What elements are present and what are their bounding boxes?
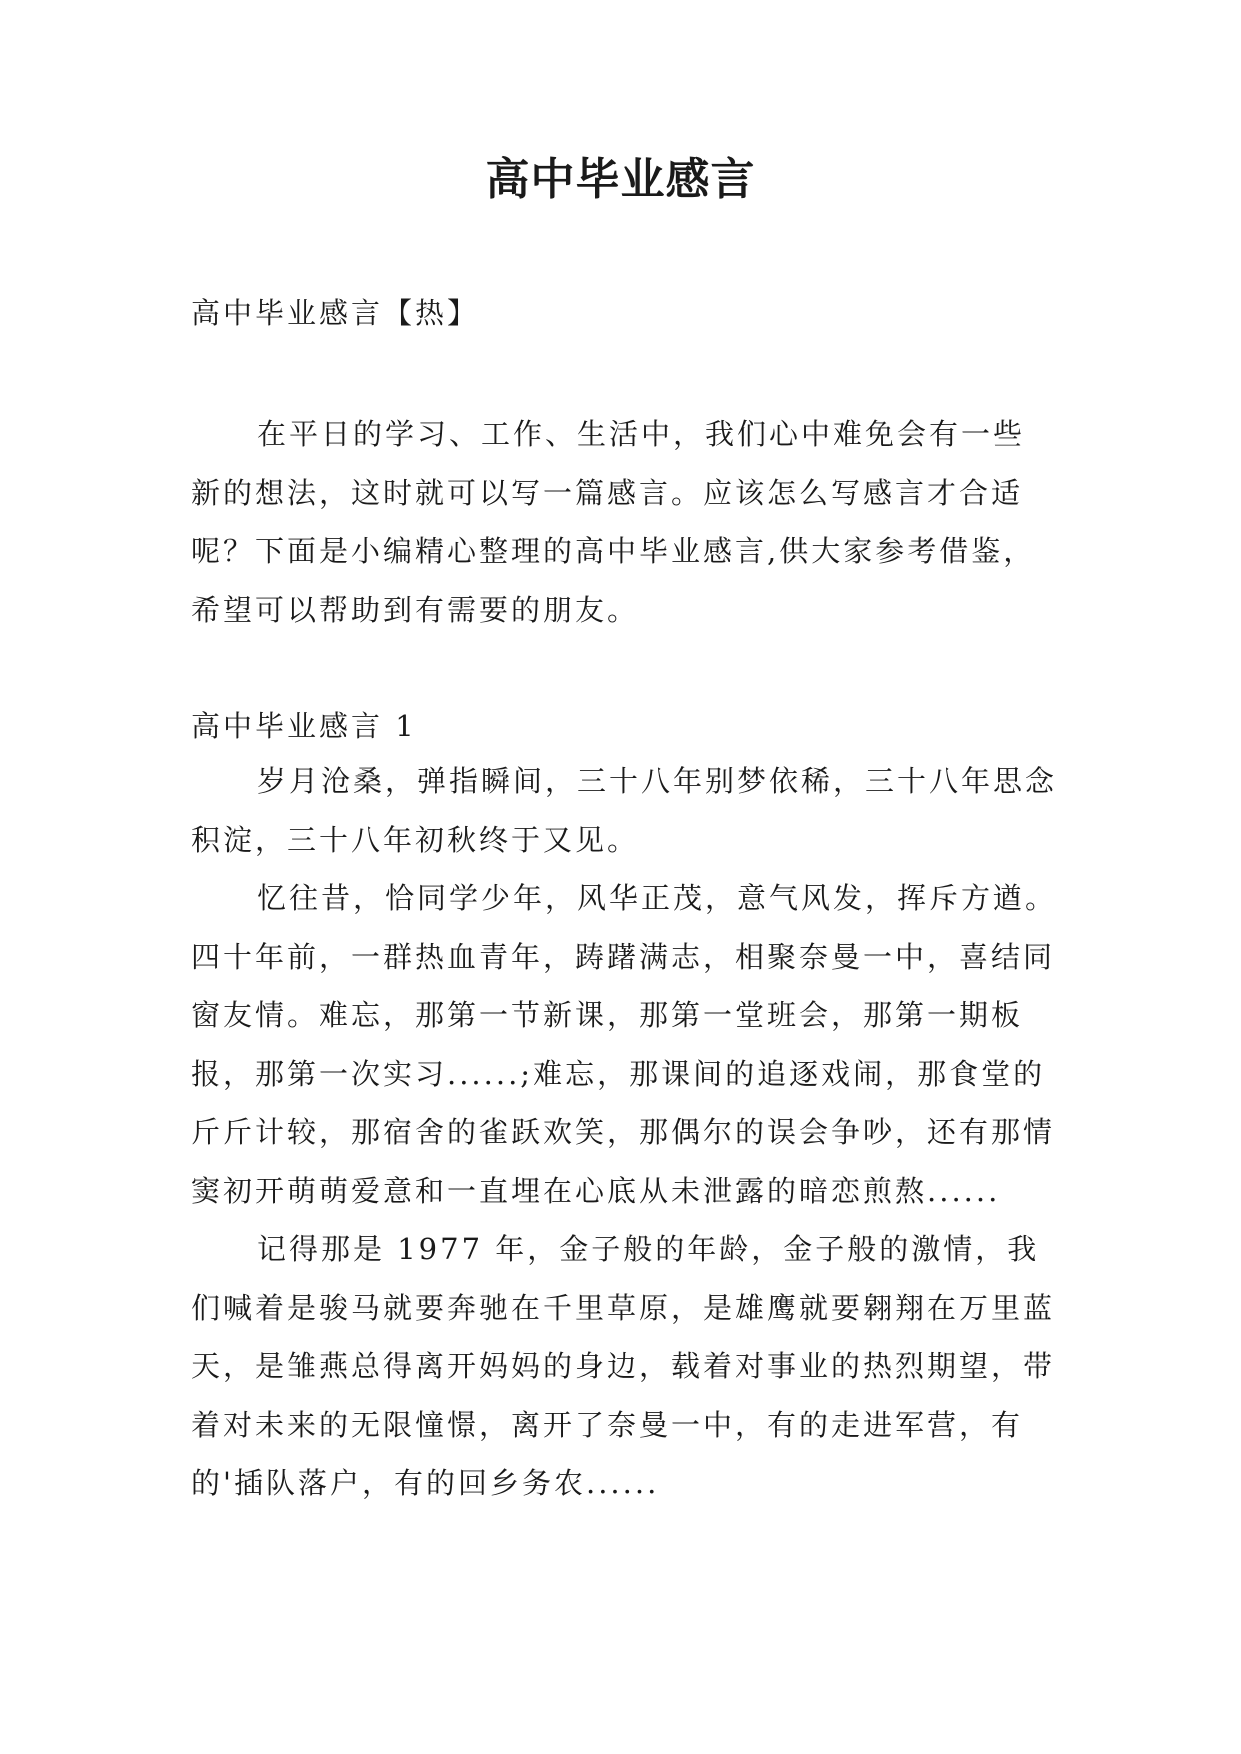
section-content [191,752,1061,1513]
paragraph-3: 记得那是 1977 年，金子般的年龄，金子般的激情，我们喊着是骏马就要奔驰在千里草原，是雄鹰就要翱翔在万里蓝天，是雏燕总得离开妈妈的身边，载着对事业的热烈期望，带着对未来的无限憧憬，离开了奈曼一中，有的走进军营，有的'插队落户，有的回乡务农...... [191,1232,1056,1500]
document-subtitle: 高中毕业感言【热】 [191,296,480,330]
document-title: 高中毕业感言 [485,154,756,205]
intro-paragraph: 在平日的学习、工作、生活中，我们心中难免会有一些新的想法，这时就可以写一篇感言。应该怎么写感言才合适呢？下面是小编精心整理的高中毕业感言,供大家参考借鉴，希望可以帮助到有需要的朋友。 [191,417,1036,627]
paragraph-1: 岁月沧桑，弹指瞬间，三十八年别梦依稀，三十八年思念积淀，三十八年初秋终于又见。 [191,764,1058,857]
paragraph-2: 忆往昔，恰同学少年，风华正茂，意气风发，挥斥方遒。四十年前，一群热血青年，踌躇满志，相聚奈曼一中，喜结同窗友情。难忘，那第一节新课，那第一堂班会，那第一期板报，那第一次实习......;难忘，那课间的追逐戏闹，那食堂的斤斤计较，那宿舍的雀跃欢笑，那偶尔的误会争吵，还有那情窦初开萌萌爱意和一直埋在心底从未泄露的暗恋煎熬...... [191,881,1058,1208]
section-title: 高中毕业感言 1 [191,709,417,743]
